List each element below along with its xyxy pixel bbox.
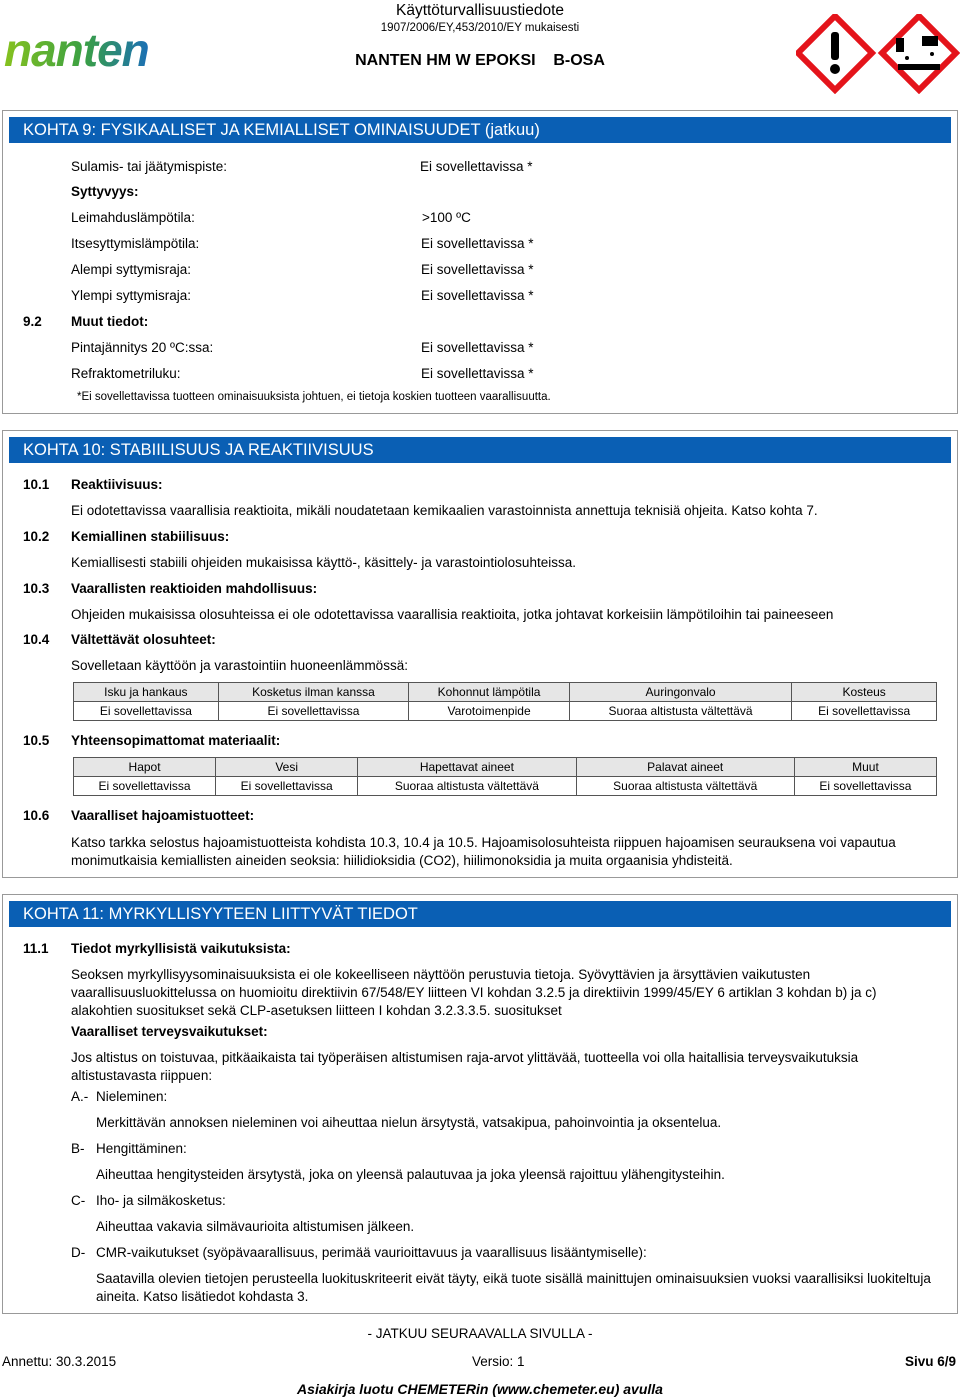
upper-limit-label: Ylempi syttymisraja: xyxy=(71,288,192,303)
table-cell: Varotoimenpide xyxy=(409,702,570,721)
subsection-number: 9.2 xyxy=(23,314,42,329)
table-cell: Suoraa altistusta vältettävä xyxy=(576,777,794,796)
skin-eye-label: Iho- ja silmäkosketus: xyxy=(96,1193,226,1208)
version: Versio: 1 xyxy=(472,1354,525,1369)
flash-point-value: >100 ºC xyxy=(422,210,471,225)
surface-tension-value: Ei sovellettavissa * xyxy=(421,340,534,355)
subsection-number: 11.1 xyxy=(23,941,49,956)
table-header-cell: Kosteus xyxy=(792,683,937,702)
health-effects-label: Vaaralliset terveysvaikutukset: xyxy=(71,1024,268,1039)
document-title: Käyttöturvallisuustiedote xyxy=(395,2,564,19)
reactivity-text: Ei odotettavissa vaarallisia reaktioita, mikäli noudatetaan kemikaalien varastoinnista annettuja teknisiä ohjeita. Katso kohta 7. xyxy=(71,503,818,518)
table-cell: Suoraa altistusta vältettävä xyxy=(358,777,576,796)
corrosion-pictogram xyxy=(882,16,956,90)
table-row xyxy=(74,777,937,796)
table-header-cell: Muut xyxy=(794,758,936,777)
inhalation-text: Aiheuttaa hengitysteiden ärsytystä, joka on yleensä palautuvaa ja joka yleensä rajoittuu ylähengitysteihin. xyxy=(96,1167,725,1182)
footnote: *Ei sovellettavissa tuotteen ominaisuuksista johtuen, ei tietoja koskien tuotteen vaarallisuutta. xyxy=(77,391,551,403)
melting-point-value: Ei sovellettavissa * xyxy=(420,159,533,174)
table-header-cell: Isku ja hankaus xyxy=(74,683,219,702)
upper-limit-value: Ei sovellettavissa * xyxy=(421,288,534,303)
generator-credit: Asiakirja luotu CHEMETERin (www.chemeter.eu) avulla xyxy=(297,1381,663,1397)
section-11-heading: KOHTA 11: MYRKYLLISYYTEEN LIITTYVÄT TIEDOT xyxy=(9,901,951,927)
route-key: A.- xyxy=(71,1089,89,1104)
decomposition-products-text: Katso tarkka selostus hajoamistuotteista kohdista 10.3, 10.4 ja 10.5. Hajoamisolosuhteista riippuen hajoamisen seurauksena voi vapautua monimutkaisia kemiallisten aineiden seoksia: hiilidioksidia (CO2), hiilimonoksidia ja muita orgaanisia yhdisteitä. xyxy=(71,835,896,868)
stability-text: Kemiallisesti stabiili ohjeiden mukaisissa käyttö-, käsittely- ja varastointiolosuhteissa. xyxy=(71,555,576,570)
table-row xyxy=(74,702,937,721)
toxicology-intro-text: Seoksen myrkyllisyysominaisuuksista ei ole kokeelliseen näyttöön perustuvia tietoja. Syövyttävien ja ärsyttävien vaikutusten vaarallisuusluokittelussa on huomioitu direktiivin 67/548/EY liitteen VI kohdan 3.2.5 ja direktiivin 1999/45/EY 6 artiklan 3 kohdan b) ja c) alakohtien suositukset sekä CLP-asetuksen liitteen I kohdan 3.2.3.3.5. suositukset xyxy=(71,967,877,1018)
table-header-cell: Hapot xyxy=(74,758,216,777)
lower-limit-label: Alempi syttymisraja: xyxy=(71,262,192,277)
lower-limit-value: Ei sovellettavissa * xyxy=(421,262,534,277)
issue-date: Annettu: 30.3.2015 xyxy=(2,1354,117,1369)
stability-label: Kemiallinen stabiilisuus: xyxy=(71,529,230,544)
hazardous-reactions-text: Ohjeiden mukaisissa olosuhteissa ei ole odotettavissa vaarallisia reaktioita, jotka johtavat korkeisiin lämpötiloihin tai paineeseen xyxy=(71,607,834,622)
route-key: C- xyxy=(71,1193,86,1208)
decomposition-products-label: Vaaralliset hajoamistuotteet: xyxy=(71,808,255,823)
ingestion-text: Merkittävän annoksen nieleminen voi aiheuttaa nielun ärsytystä, vatsakipua, pahoinvointia ja oksentelua. xyxy=(96,1115,722,1130)
conditions-to-avoid-label: Vältettävät olosuhteet: xyxy=(71,632,216,647)
toxicological-effects-label: Tiedot myrkyllisistä vaikutuksista: xyxy=(71,941,291,956)
table-header-cell: Vesi xyxy=(216,758,358,777)
subsection-number: 10.1 xyxy=(23,477,50,492)
health-effects-intro: Jos altistus on toistuvaa, pitkäaikaista tai työperäisen altistumisen raja-arvot ylittävää, tuotteella voi olla haitallisia terveysvaikutuksia altistustavasta riippuen: xyxy=(71,1050,859,1083)
table-cell: Ei sovellettavissa xyxy=(74,702,219,721)
hazardous-reactions-label: Vaarallisten reaktioiden mahdollisuus: xyxy=(71,581,318,596)
table-header-cell: Kosketus ilman kanssa xyxy=(218,683,408,702)
refractive-index-value: Ei sovellettavissa * xyxy=(421,366,534,381)
conditions-table xyxy=(73,682,937,721)
nanten-logo xyxy=(2,28,184,77)
incompatible-materials-table xyxy=(73,757,937,796)
table-header-cell: Palavat aineet xyxy=(576,758,794,777)
inhalation-label: Hengittäminen: xyxy=(96,1141,187,1156)
flash-point-label: Leimahduslämpötila: xyxy=(71,210,195,225)
section-9-heading: KOHTA 9: FYSIKAALISET JA KEMIALLISET OMINAISUUDET (jatkuu) xyxy=(9,117,951,143)
surface-tension-label: Pintajännitys 20 ºC:ssa: xyxy=(71,340,214,355)
page-number: Sivu 6/9 xyxy=(904,1354,956,1369)
table-header-row xyxy=(74,758,937,777)
section-11 xyxy=(2,894,958,1314)
ingestion-label: Nieleminen: xyxy=(96,1089,168,1104)
section-10 xyxy=(2,430,958,878)
route-key: D- xyxy=(71,1245,86,1260)
table-cell: Ei sovellettavissa xyxy=(218,702,408,721)
section-9 xyxy=(2,110,958,414)
melting-point-label: Sulamis- tai jäätymispiste: xyxy=(71,159,228,174)
table-header-cell: Hapettavat aineet xyxy=(358,758,576,777)
table-header-row xyxy=(74,683,937,702)
skin-eye-text: Aiheuttaa vakavia silmävaurioita altistumisen jälkeen. xyxy=(96,1219,415,1234)
continued-notice: - JATKUU SEURAAVALLA SIVULLA - xyxy=(367,1326,593,1341)
subsection-number: 10.5 xyxy=(23,733,50,748)
flammability-label: Syttyvyys: xyxy=(71,184,139,199)
section-10-heading: KOHTA 10: STABIILISUUS JA REAKTIIVISUUS xyxy=(9,437,951,463)
refractive-index-label: Refraktometriluku: xyxy=(71,366,181,381)
subsection-number: 10.6 xyxy=(23,808,50,823)
table-cell: Suoraa altistusta vältettävä xyxy=(569,702,791,721)
table-cell: Ei sovellettavissa xyxy=(216,777,358,796)
regulation-reference: 1907/2006/EY,453/2010/EY mukaisesti xyxy=(380,22,580,34)
incompatible-materials-label: Yhteensopimattomat materiaalit: xyxy=(71,733,281,748)
table-cell: Ei sovellettavissa xyxy=(792,702,937,721)
exclamation-mark-pictogram xyxy=(798,16,872,90)
table-cell: Ei sovellettavissa xyxy=(794,777,936,796)
cmr-text: Saatavilla olevien tietojen perusteella luokituskriteerit eivät täyty, eikä tuote sisällä mainittujen ominaisuuksien vuoksi vaarallisiksi luokiteltuja aineita. Katso lisätiedot kohdasta 3. xyxy=(96,1271,931,1304)
hazard-pictograms xyxy=(796,14,960,97)
table-header-cell: Kohonnut lämpötila xyxy=(409,683,570,702)
reactivity-label: Reaktiivisuus: xyxy=(71,477,163,492)
logo-wordmark: nanten xyxy=(4,28,149,74)
subsection-number: 10.2 xyxy=(23,529,50,544)
subsection-number: 10.4 xyxy=(23,632,50,647)
route-key: B- xyxy=(71,1141,85,1156)
product-name: NANTEN HM W EPOKSI B-OSA xyxy=(355,52,605,69)
conditions-to-avoid-text: Sovelletaan käyttöön ja varastointiin huoneenlämmössä: xyxy=(71,658,408,673)
autoignition-value: Ei sovellettavissa * xyxy=(421,236,534,251)
subsection-number: 10.3 xyxy=(23,581,50,596)
table-header-cell: Auringonvalo xyxy=(569,683,791,702)
other-info-label: Muut tiedot: xyxy=(71,314,149,329)
cmr-label: CMR-vaikutukset (syöpävaarallisuus, perimää vaurioittavuus ja vaarallisuus lisääntymiselle): xyxy=(96,1245,647,1260)
autoignition-label: Itsesyttymislämpötila: xyxy=(71,236,200,251)
table-cell: Ei sovellettavissa xyxy=(74,777,216,796)
